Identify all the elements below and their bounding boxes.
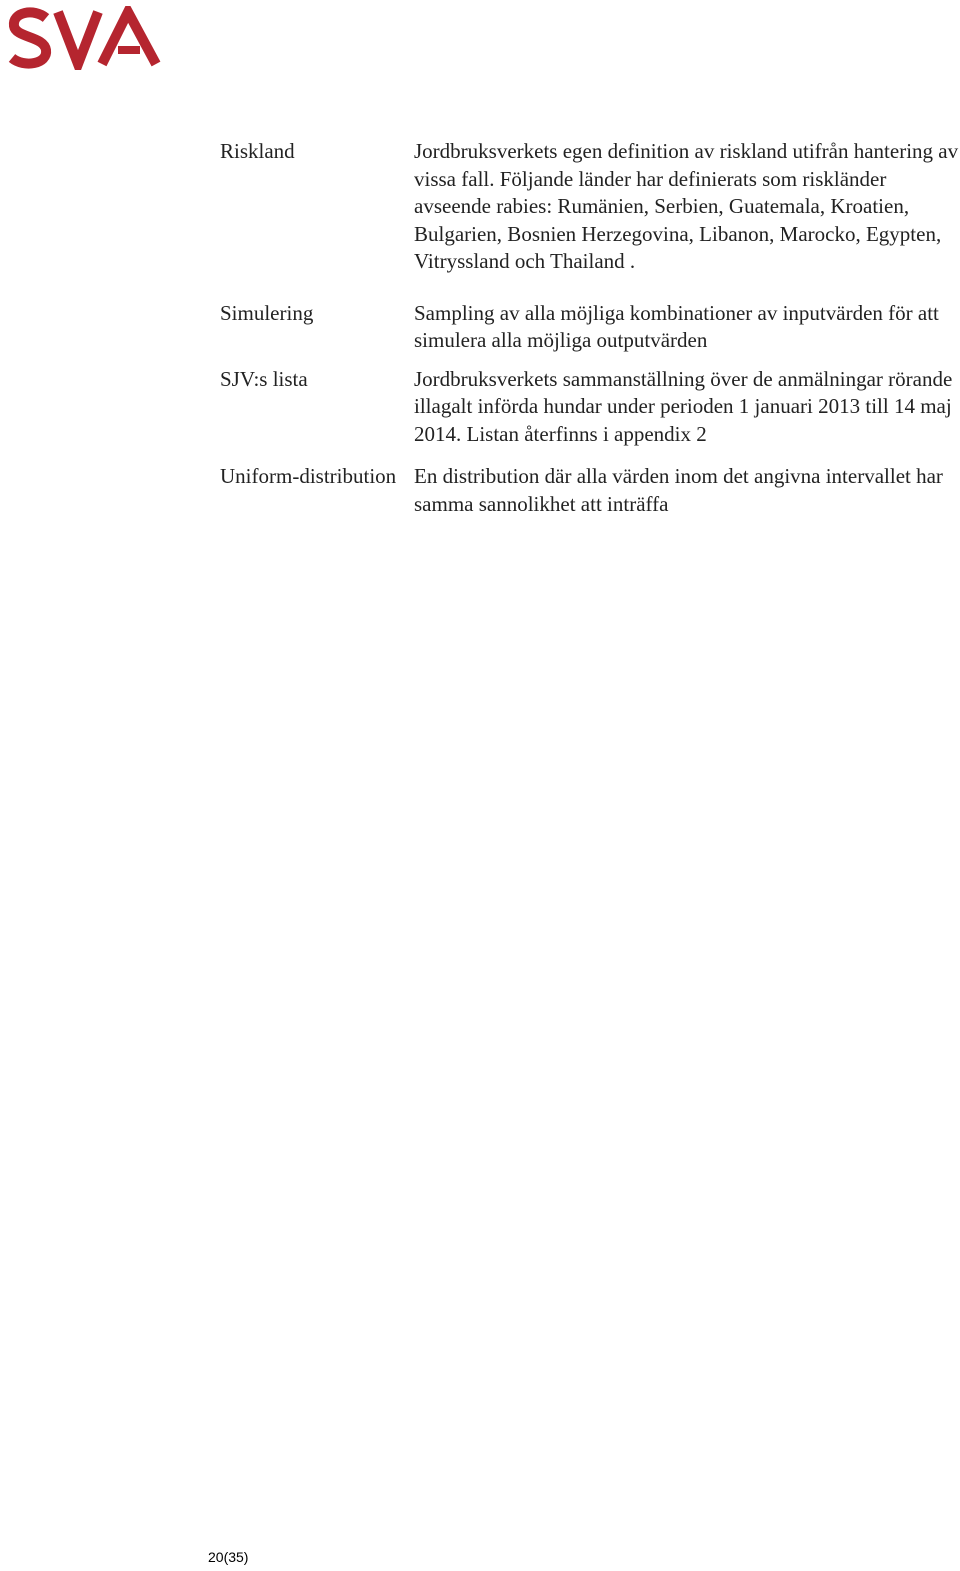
glossary-row [220, 300, 960, 355]
glossary-definition: Jordbruksverkets egen definition av riskland utifrån hantering av vissa fall. Följande länder har definierats som riskländer avseende rabies: Rumänien, Serbien, Guatemala, Kroatien, Bulgarien, Bosnien Herzegovina, Libanon, Marocko, Egypten, Vitryssland och Thailand . [414, 139, 959, 273]
glossary-row [220, 366, 960, 449]
glossary-table [220, 138, 960, 518]
glossary-definition: Jordbruksverkets sammanställning över de anmälningar rörande illagalt införda hundar under perioden 1 januari 2013 till 14 maj 2014. Listan återfinns i appendix 2 [414, 366, 953, 446]
glossary-definition: En distribution där alla värden inom det angivna intervallet har samma sannolikhet att inträffa [414, 464, 943, 516]
glossary-term: Uniform-distribution [220, 464, 397, 488]
page-number: 20(35) [208, 1549, 249, 1565]
glossary-term: Riskland [220, 139, 295, 163]
glossary-row [220, 138, 960, 276]
sva-logo [6, 6, 166, 70]
glossary-row [220, 463, 960, 518]
glossary-term: SJV:s lista [220, 366, 308, 391]
glossary-term: Simulering [220, 300, 314, 325]
glossary-definition: Sampling av alla möjliga kombinationer av inputvärden för att simulera alla möjliga outputvärden [414, 300, 939, 352]
